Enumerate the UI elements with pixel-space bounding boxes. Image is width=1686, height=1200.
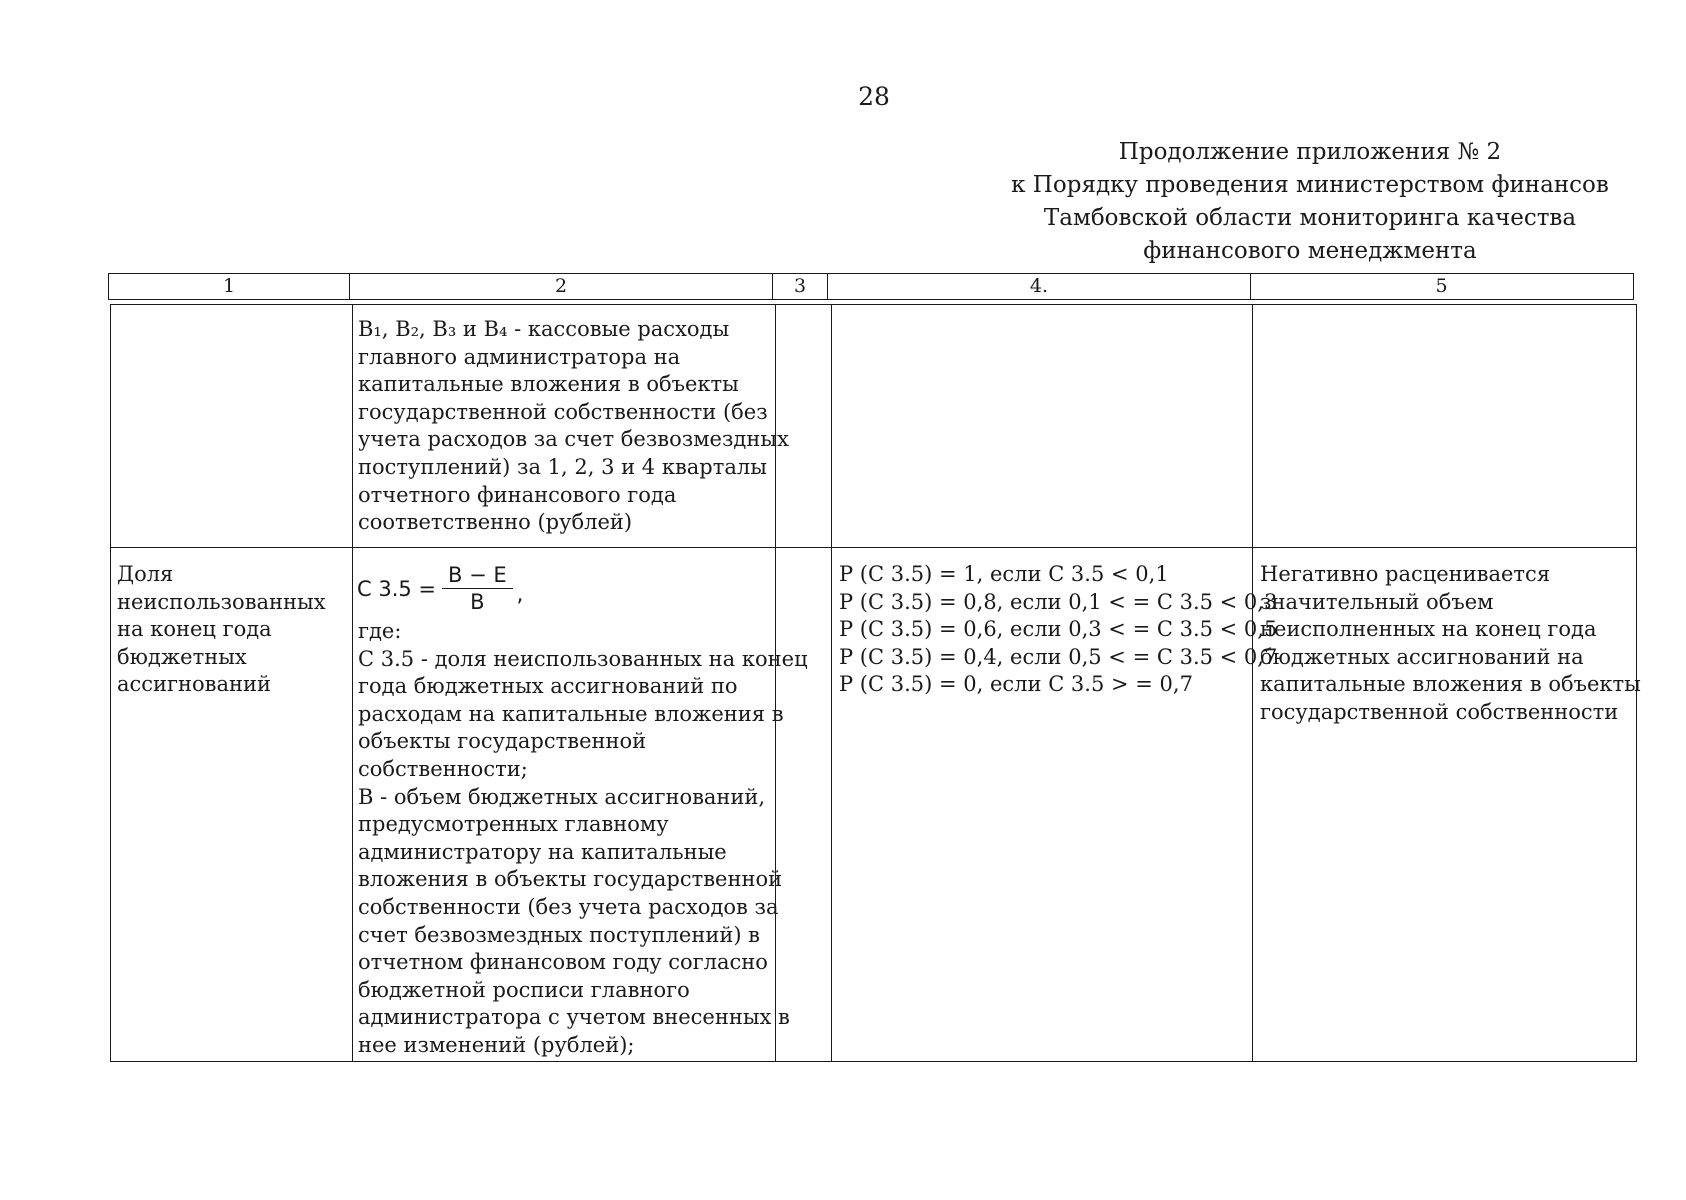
formula-numerator: B − E [442,563,513,589]
text-line: администратору на капитальные [358,839,727,864]
header-line: финансового менеджмента [1143,238,1477,264]
appendix-header [1000,136,1620,268]
column-number-3: 3 [772,274,827,299]
text-line: бюджетных [117,644,247,669]
score-rule: P (C 3.5) = 0,8, если 0,1 < = C 3.5 < 0,3 [839,589,1278,614]
formula [357,563,523,614]
column-divider [352,305,353,1061]
text-line: C 3.5 - доля неиспользованных на конец [358,646,808,671]
column-divider [831,305,832,1061]
text-line: B₁, B₂, B₃ и B₄ - кассовые расходы [358,317,730,341]
text-line: собственности; [358,756,528,781]
header-line: к Порядку проведения министерством финансов [1011,172,1609,198]
indicator-name [117,561,326,699]
text-line: ассигнований [117,672,272,697]
text-line: соответственно (рублей) [358,510,633,535]
formula-denominator: B [470,590,485,614]
formula-explanation [358,618,808,1060]
column-number-4: 4. [827,274,1250,299]
text-line: где: [358,619,402,643]
formula-trail: , [516,581,524,606]
text-line: нее изменений (рублей); [358,1032,635,1057]
formula-fraction [442,563,513,614]
text-line: счет безвозмездных поступлений) в [358,922,761,947]
column-number-row [108,273,1634,300]
text-line: бюджетной росписи главного [358,977,690,1002]
text-line: главного администратора на [358,344,681,369]
page-number: 28 [858,82,890,111]
text-line: расходам на капитальные вложения в [358,701,784,726]
indicator-table [110,304,1641,1062]
text-line: Доля [117,562,174,586]
header-line: Тамбовской области мониторинга качества [1043,205,1577,231]
text-line: бюджетных ассигнований на [1260,644,1584,669]
text-line: значительный объем [1260,589,1494,614]
formula-lhs: C 3.5 = [357,576,437,601]
text-line: Негативно расценивается [1260,562,1551,586]
score-rule: P (C 3.5) = 0,6, если 0,3 < = C 3.5 < 0,5 [839,617,1278,642]
text-line: неисполненных на конец года [1260,617,1597,642]
column-number-5: 5 [1250,274,1632,299]
column-number-2: 2 [349,274,772,299]
row-divider [111,547,1636,548]
text-line: объекты государственной [358,729,647,754]
text-line: отчетном финансовом году согласно [358,950,768,975]
header-line: Продолжение приложения № 2 [1118,139,1502,165]
score-rule: P (C 3.5) = 0, если C 3.5 > = 0,7 [839,672,1193,697]
text-line: государственной собственности (без [358,399,768,424]
text-line: поступлений) за 1, 2, 3 и 4 кварталы [358,454,767,479]
text-line: капитальные вложения в объекты [1260,672,1641,697]
text-line: года бюджетных ассигнований по [358,674,738,699]
text-line: неиспользованных [117,589,326,614]
text-line: собственности (без учета расходов за [358,894,779,919]
text-line: на конец года [117,617,272,642]
column-number-1: 1 [222,275,236,297]
text-line: вложения в объекты государственной [358,867,783,892]
text-line: государственной собственности [1260,699,1619,724]
text-line: В - объем бюджетных ассигнований, [358,784,766,809]
text-line: отчетного финансового года [358,482,677,507]
text-line: предусмотренных главному [358,812,669,837]
score-rule: P (C 3.5) = 0,4, если 0,5 < = C 3.5 < 0,7 [839,644,1278,669]
text-line: капитальные вложения в объекты [358,372,739,397]
assessment-comment [1260,561,1641,727]
text-line: администратора с учетом внесенных в [358,1005,790,1030]
score-rule: P (C 3.5) = 1, если C 3.5 < 0,1 [839,562,1169,586]
scoring-rules [839,561,1277,699]
text-line: учета расходов за счет безвозмездных [358,427,789,452]
row1-col2-text [358,316,789,537]
